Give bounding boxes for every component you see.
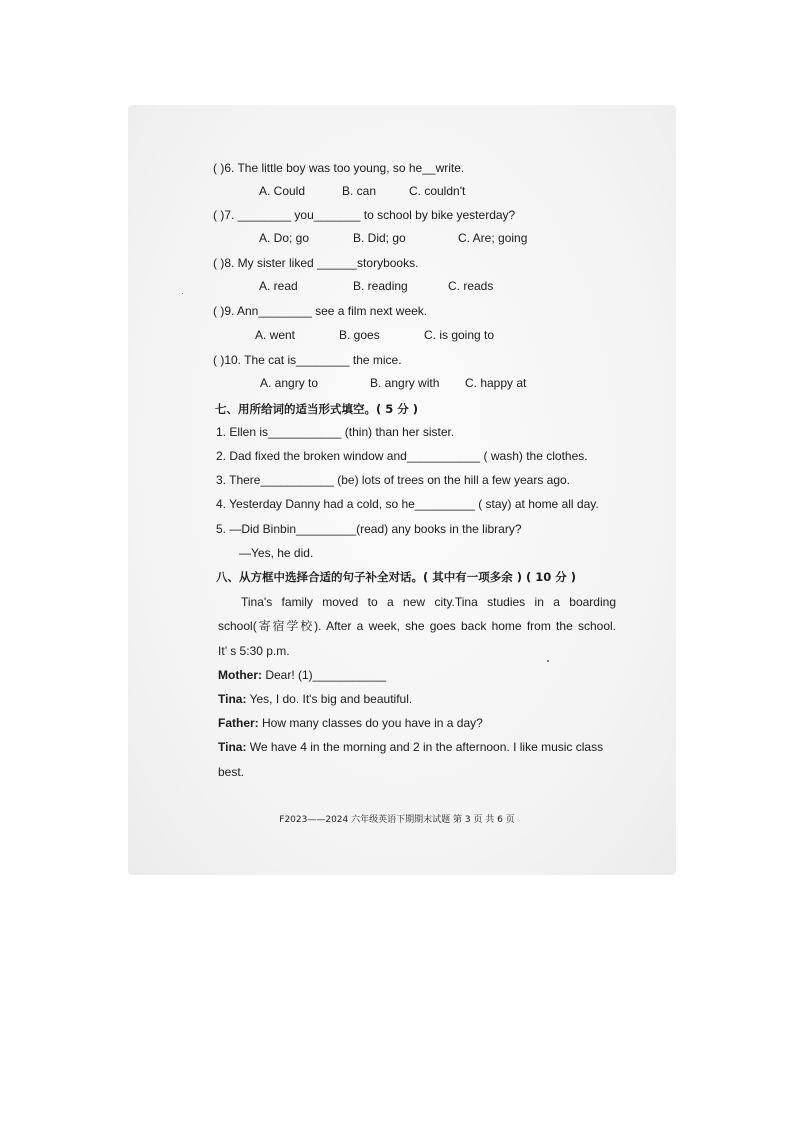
dialogue-line-4-continuation: best. [218, 765, 245, 779]
question-10-stem: ( )10. The cat is________ the mice. [213, 353, 402, 367]
question-8-option-b: B. reading [353, 279, 408, 293]
question-7-option-a: A. Do; go [259, 231, 310, 245]
section-7-item-5: 5. —Did Binbin_________(read) any books in the library? [216, 522, 522, 536]
section-7-item-2: 2. Dad fixed the broken window and___________ ( wash) the clothes. [216, 449, 588, 463]
dialogue-text: How many classes do you have in a day? [258, 716, 483, 730]
section-8-paragraph-line-2: school(寄宿学校). After a week, she goes back home from the school. [218, 619, 616, 633]
question-7-option-b: B. Did; go [353, 231, 406, 245]
dialogue-speaker: Tina: [218, 692, 247, 706]
question-7-option-c: C. Are; going [458, 231, 528, 245]
dialogue-text: Yes, I do. It's big and beautiful. [246, 692, 413, 706]
question-6-option-c: C. couldn't [409, 184, 466, 198]
dialogue-line-3 [218, 715, 483, 731]
section-8-paragraph-line-1: Tina's family moved to a new city.Tina studies in a boarding [241, 595, 616, 609]
question-6-option-a: A. Could [259, 184, 306, 198]
scan-speck [547, 660, 549, 662]
question-6-option-b: B. can [342, 184, 377, 198]
dialogue-speaker: Mother: [218, 668, 262, 682]
question-10-option-a: A. angry to [260, 376, 319, 390]
section-7-item-1: 1. Ellen is___________ (thin) than her sister. [216, 425, 455, 439]
dialogue-text: We have 4 in the morning and 2 in the afternoon. I like music class [246, 740, 604, 754]
dialogue-speaker: Father: [218, 716, 259, 730]
question-9-option-b: B. goes [339, 328, 380, 342]
scan-speck [182, 293, 183, 294]
question-8-option-a: A. read [259, 279, 298, 293]
section-7-item-4: 4. Yesterday Danny had a cold, so he_________ ( stay) at home all day. [216, 497, 599, 511]
question-9-stem: ( )9. Ann________ see a film next week. [213, 304, 428, 318]
section-7-item-3: 3. There___________ (be) lots of trees on the hill a few years ago. [216, 473, 571, 487]
dialogue-line-1 [218, 667, 386, 683]
dialogue-text: Dear! (1)___________ [262, 668, 387, 682]
question-8-option-c: C. reads [448, 279, 494, 293]
section-7-item-5-answer: —Yes, he did. [239, 546, 314, 560]
question-8-stem: ( )8. My sister liked ______storybooks. [213, 256, 419, 270]
page-footer: F2023——2024 六年级英语下期期末试题 第 3 页 共 6 页 [279, 815, 515, 825]
dialogue-line-2 [218, 691, 412, 707]
question-10-option-b: B. angry with [370, 376, 440, 390]
question-9-option-a: A. went [255, 328, 296, 342]
question-7-stem: ( )7. ________ you_______ to school by bike yesterday? [213, 208, 516, 222]
dialogue-speaker: Tina: [218, 740, 247, 754]
dialogue-line-4 [218, 739, 603, 755]
section-7-title: 七、用所给词的适当形式填空。( 5 分 ) [215, 402, 419, 416]
section-8-paragraph-line-3: It’ s 5:30 p.m. [218, 644, 290, 658]
question-10-option-c: C. happy at [465, 376, 527, 390]
question-6-stem: ( )6. The little boy was too young, so he__write. [213, 161, 465, 175]
section-8-title: 八、从方框中选择合适的句子补全对话。( 其中有一项多余 ) ( 10 分 ) [216, 570, 577, 584]
question-9-option-c: C. is going to [424, 328, 495, 342]
